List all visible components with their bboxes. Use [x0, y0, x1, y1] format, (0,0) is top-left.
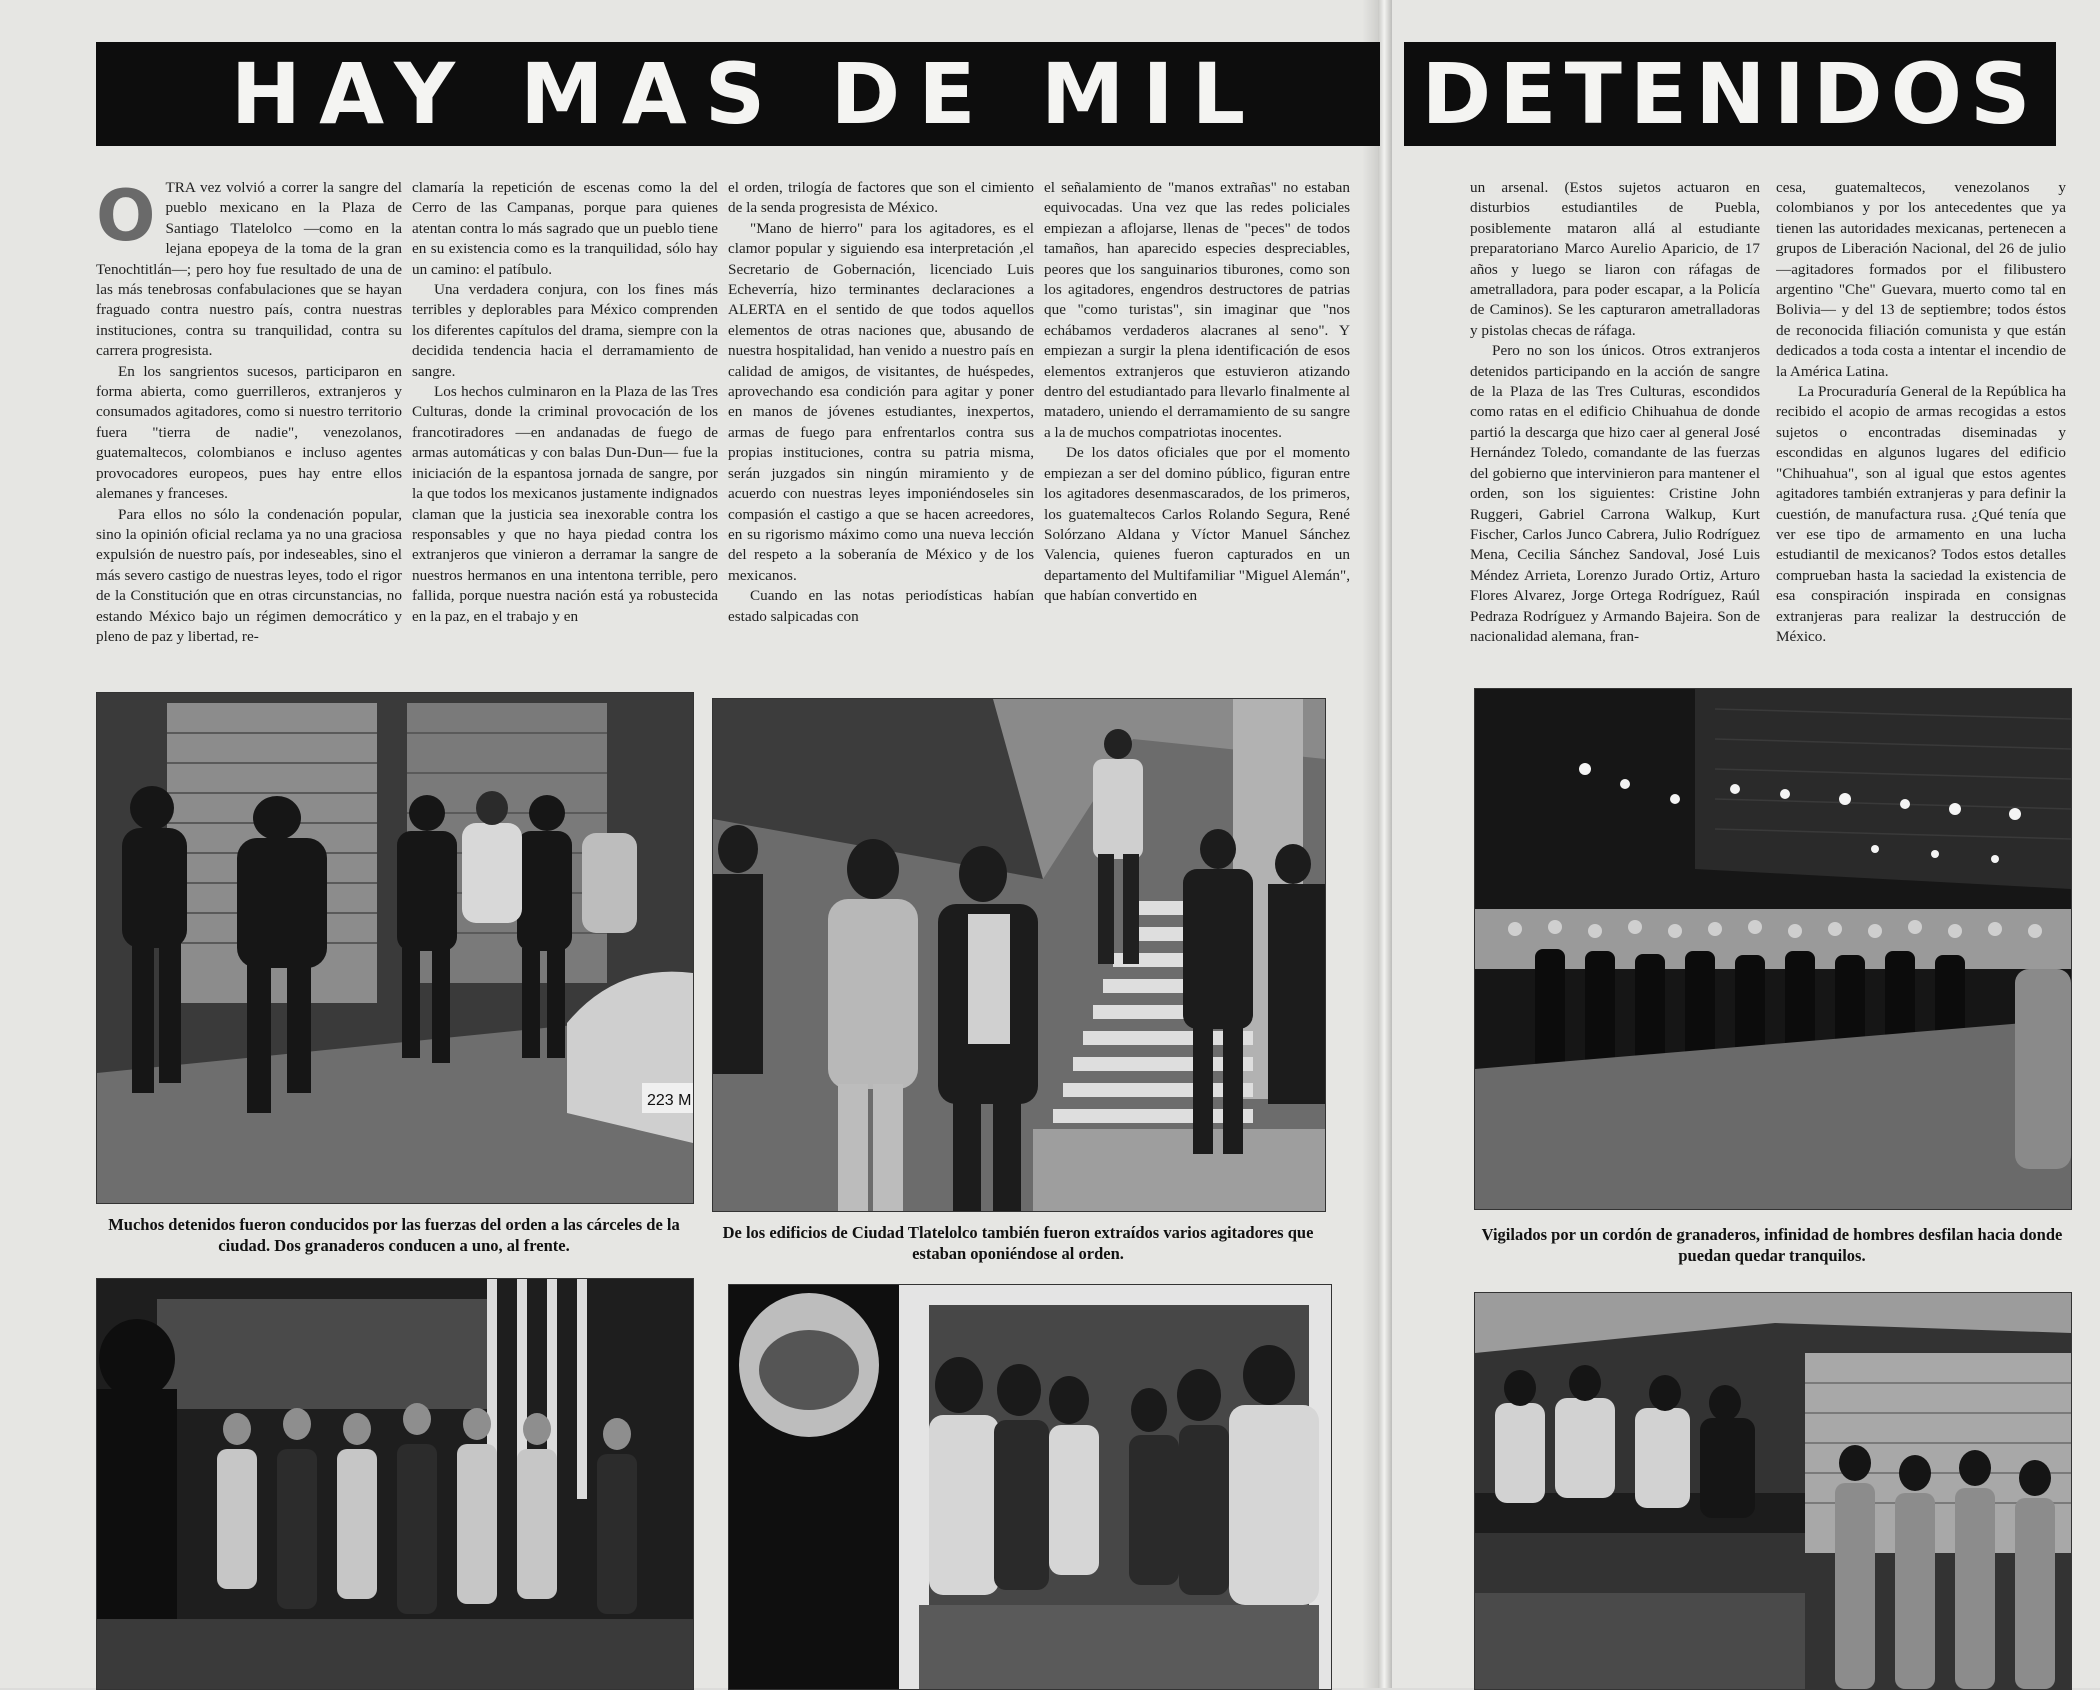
photo-night-cordon — [1474, 688, 2072, 1210]
page-fold-shadow — [1362, 0, 1378, 1688]
paragraph: La Procuraduría General de la República ha recibido el acopio de armas recogidas a estos sujetos o encontradas diseminadas y escondidas en algunos lugares del edificio "Chihuahua", son al igual que estos agentes agitadores también extranjeras y para definir la cuestión, de manufactura rusa. ¿Qué tenía que ver ese tipo de armamento en una lucha estudiantil de mexicanos? Todos estos detalles comprueban hasta la saciedad la existencia de esa conspiración inspirada en consignas extranjeras para realizar la destrucción de México. — [1776, 383, 2066, 645]
paragraph: TRA vez volvió a correr la sangre del pueblo mexicano en la Plaza de Santiago Tlatelolco —como en la lejana epopeya de la toma de la gran Tenochtitlán—; pero hoy fue resultado de una de las más tenebrosas confabulaciones que se hayan fraguado contra nuestro país, contra nuestras instituciones, contra su tranquilidad, contra su carrera progresista. — [96, 179, 402, 360]
page-gutter — [1378, 0, 1392, 1688]
paragraph: un arsenal. (Estos sujetos actuaron en disturbios estudiantiles de Puebla, posiblemente mataron allá al estudiante preparatoriano Marco Aurelio Aparicio, de 17 años y luego se liaron con ráfagas de ametralladora, para poder escapar, a la Policía de Caminos). Se les capturaron ametralladoras y pistolas checas de ráfaga. — [1470, 179, 1760, 339]
headline-right: DETENIDOS — [1421, 45, 2039, 143]
photo-basement-cell — [1474, 1292, 2072, 1690]
article-column-1 — [96, 178, 402, 658]
paragraph: clamaría la repetición de escenas como la del Cerro de las Campanas, porque para quienes atentan contra lo más sagrado que un pueblo tiene en su existencia como es la tranquilidad, sólo hay un camino: el patíbulo. — [412, 179, 718, 278]
paragraph: "Mano de hierro" para los agitadores, es el clamor popular y siguiendo esa interpretación ,el Secretario de Gobernación, licenciado Luis Echeverría, hizo terminantes declaraciones a ALERTA en el sentido de que todos aquellos elementos de otras naciones que, abusando de nuestra hospitalidad, han venido a nuestro país en calidad de amigos, de visitantes, de huéspedes, aprovechando esa condición para agitar y poner en manos de jóvenes estudiantes, inexpertos, armas de fuego para enfrentarlos contra sus propias instituciones, contra su patria misma, serán juzgados sin ningún miramiento y de acuerdo con nuestras leyes imponiéndoseles sin compasión el castigo a que se hacen acreedores, en su rigorismo máximo como una nueva lección del respeto a la soberanía de México y de los mexicanos. — [728, 219, 1034, 584]
paragraph: Cuando en las notas periodísticas habían estado salpicadas con — [728, 587, 1034, 625]
article-column-3 — [728, 178, 1034, 658]
paragraph: el señalamiento de "manos extrañas" no estaban equivocadas. Una vez que las redes policiales empiezan a aflojarse, llenas de "peces" de todos tamaños, han aparecido especies despreciables, peores que los sanguinarios tiburones, como son los agitadores, engendros destructores de patrias que "como turistas", sin imaginar que "nos echábamos verdaderos alacranes al seno". Y empiezan a surgir la plena identificación de esos elementos extranjeros que estuvieron atizando dentro del estudiantado para llevarlo finalmente al matadero, uniendo el derramamiento de su sangre a la de muchos compatriotas inocentes. — [1044, 179, 1350, 441]
article-column-2 — [412, 178, 718, 658]
headline-left: HAY MAS DE MIL — [230, 45, 1264, 143]
article-column-5 — [1470, 178, 1760, 658]
paragraph: En los sangrientos sucesos, participaron en forma abierta, como guerrilleros, extranjeros y consumados agitadores, como si nuestro territorio fuera "tierra de nadie", venezolanos, guatemaltecos, colombianos e incluso agentes provocadores europeos, pues hay entre ellos alemanes y franceses. — [96, 362, 402, 503]
paragraph: De los datos oficiales que por el momento empiezan a ser del domino público, figuran entre los agitadores desenmascarados, de los primeros, los guatemaltecos Carlos Rolando Segura, René Solórzano Aldana y Víctor Manuel Sánchez Valencia, quienes fueron capturados en un departamento del Multifamiliar "Miguel Alemán", que habían convertido en — [1044, 444, 1350, 605]
headline-banner-right — [1404, 42, 2056, 146]
license-plate-text: 223 M — [647, 1092, 692, 1109]
paragraph: el orden, trilogía de factores que son el cimiento de la senda progresista de México. — [728, 179, 1034, 217]
paragraph: Para ellos no sólo la condenación popular, sino la opinión oficial reclama ya no una graciosa expulsión de nuestro país, por indeseables, sino el más severo castigo de nuestras leyes, todo el rigor de la Constitución que en otras circunstancias, no estando México bajo un régimen democrático y pleno de paz y libertad, re- — [96, 505, 402, 645]
paragraph: Los hechos culminaron en la Plaza de las Tres Culturas, donde la criminal provocación de los francotiradores —en andanadas de fuego de armas automáticas y con balas Dun-Dun— fue la iniciación de la espantosa jornada de sangre, por la que todos los mexicanos justamente indignados claman que la justicia sea inexorable contra los responsables y que no haya piedad contra los extranjeros que vinieron a derramar la sangre de nuestros hermanos en una intentona terrible, pero fallida, porque nuestra nación está ya robustecida en la paz, en el trabajo y en — [412, 383, 718, 625]
photo-detainees-escorted — [96, 692, 694, 1204]
photo-caption-1: Muchos detenidos fueron conducidos por las fuerzas del orden a las cárceles de la ciudad. Dos granaderos conducen a uno, al frente. — [108, 1215, 680, 1255]
article-column-4 — [1044, 178, 1350, 658]
paragraph: Una verdadera conjura, con los fines más terribles y deplorables para México comprenden los diferentes capítulos del drama, siempre con la decidida tendencia hacia el derramamiento de sangre. — [412, 281, 718, 380]
photo-building-stairwell — [712, 698, 1326, 1212]
article-column-6 — [1776, 178, 2066, 658]
drop-cap: O — [96, 178, 156, 257]
photo-crowd-night — [96, 1278, 694, 1690]
paragraph: cesa, guatemaltecos, venezolanos y colombianos y por los antecedentes que ya tienen las autoridades mexicanas, pertenecen a grupos de Liberación Nacional, del 26 de julio —agitadores formados por el filibustero argentino "Che" Guevara, muerto como tal en Bolivia— y del 13 de septiembre; todos éstos de reconocida filiación comunista y que están dedicados a toda costa a intentar el incendio de la América Latina. — [1776, 179, 2066, 380]
photo-caption-2: De los edificios de Ciudad Tlatelolco también fueron extraídos varios agitadores que estaban oponiéndose al orden. — [722, 1223, 1314, 1263]
headline-banner-left — [96, 42, 1380, 146]
photo-caption-3: Vigilados por un cordón de granaderos, infinidad de hombres desfilan hacia donde puedan quedar tranquilos. — [1481, 1225, 2063, 1265]
paragraph: Pero no son los únicos. Otros extranjeros detenidos participando en la acción de sangre de la Plaza de las Tres Culturas, escondidos como ratas en el edificio Chihuahua de donde partió la descarga que hizo caer al general José Hernández Toledo, comandante de las fuerzas del gobierno que intervinieron para mantener el orden, son los siguientes: Cristine John Ruggeri, Gabriel Carrona Walkup, Kurt Fischer, Carlos Junco Cabrera, Julio Rodríguez Mena, Cecilia Sánchez Sandoval, José Luis Méndez Arrieta, Lorenzo Jurado Ortiz, Arturo Flores Alvarez, Jorge Ortega Rodríguez, Raúl Pedraza Rodríguez y Armando Bajeira. Son de nacionalidad alemana, fran- — [1470, 342, 1760, 645]
photo-police-truck — [728, 1284, 1332, 1690]
